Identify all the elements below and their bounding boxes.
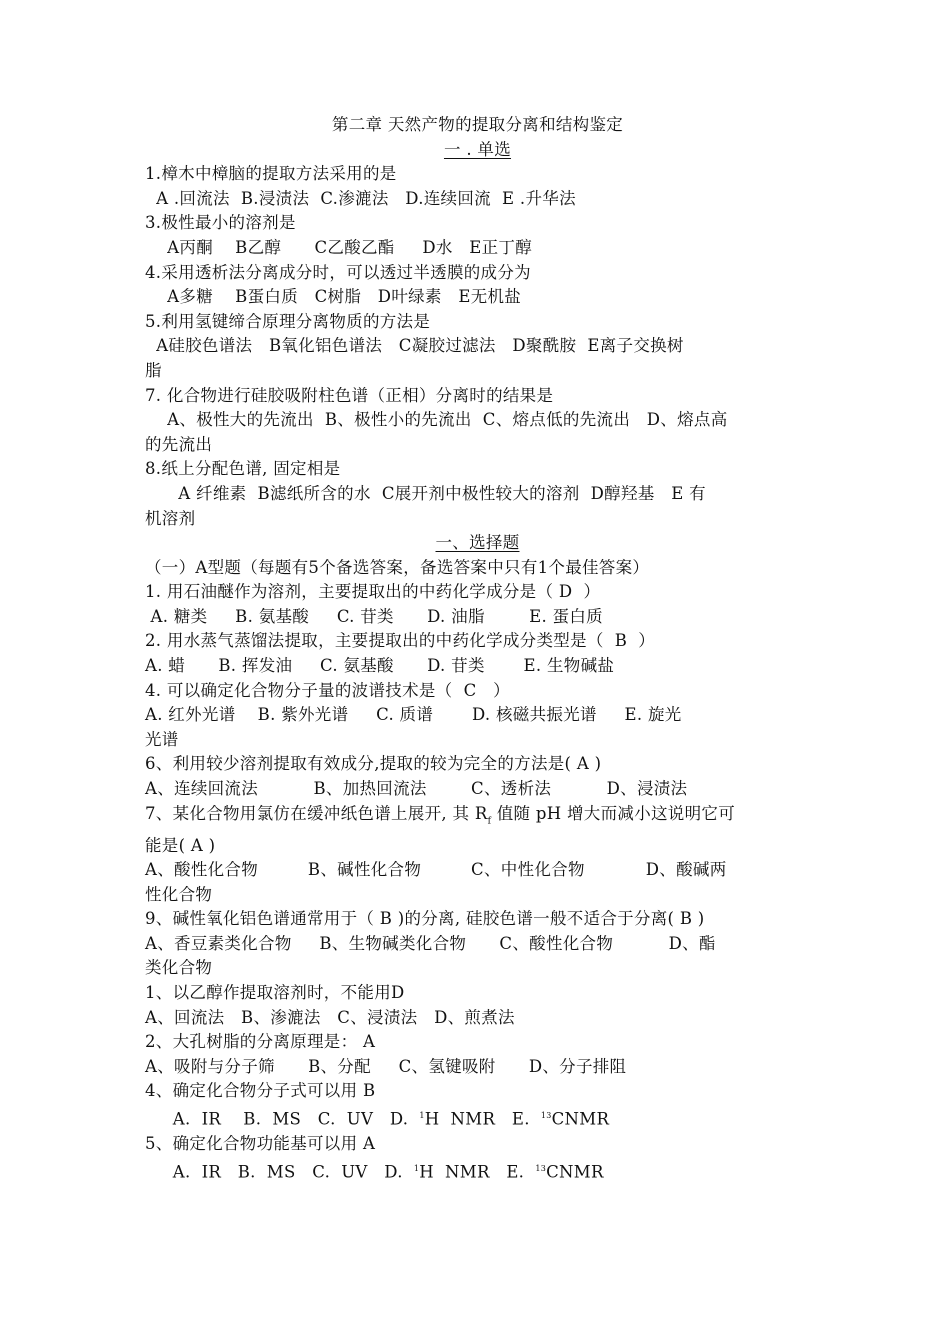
text-line: 性化合物 xyxy=(145,884,213,904)
text-line: 4.采用透析法分离成分时，可以透过半透膜的成分为 xyxy=(145,262,531,282)
chapter-title: 第二章 天然产物的提取分离和结构鉴定 xyxy=(331,115,624,134)
text-line: 8.纸上分配色谱, 固定相是 xyxy=(145,459,341,479)
text-line: A、极性大的先流出 B、极性小的先流出 C、熔点低的先流出 D、熔点高 xyxy=(145,410,728,430)
subscript-f: f xyxy=(487,815,492,826)
text-line: （一）A型题（每题有5个备选答案，备选答案中只有1个最佳答案） xyxy=(145,557,650,577)
text-line: 2. 用水蒸气蒸馏法提取，主要提取出的中药化学成分类型是（ B ） xyxy=(145,631,656,651)
text-line: A、回流法 B、渗漉法 C、浸渍法 D、煎煮法 xyxy=(145,1007,515,1027)
text-line: 7. 化合物进行硅胶吸附柱色谱（正相）分离时的结果是 xyxy=(145,385,554,405)
text-line: 1. 用石油醚作为溶剂，主要提取出的中药化学成分是（ D ） xyxy=(145,582,601,602)
text-line: 6、利用较少溶剂提取有效成分,提取的较为完全的方法是( A ) xyxy=(145,754,602,774)
text-line: A .回流法 B.浸渍法 C.渗漉法 D.连续回流 E .升华法 xyxy=(145,188,576,208)
text-line: 类化合物 xyxy=(145,958,213,978)
text-line: 机溶剂 xyxy=(145,508,196,528)
text-line: A多糖 B蛋白质 C树脂 D叶绿素 E无机盐 xyxy=(145,287,522,307)
section-heading-single-choice: 一 . 单选 xyxy=(443,139,512,159)
text-line: A. 糖类 B. 氨基酸 C. 苷类 D. 油脂 E. 蛋白质 xyxy=(145,606,603,626)
text-line: A、连续回流法 B、加热回流法 C、透析法 D、浸渍法 xyxy=(145,779,688,799)
text-line: 3.极性最小的溶剂是 xyxy=(145,213,296,233)
text-line: 的先流出 xyxy=(145,434,213,454)
text-line: A 纤维素 B滤纸所含的水 C展开剂中极性较大的溶剂 D醇羟基 E 有 xyxy=(145,483,706,503)
text-line: A硅胶色谱法 B氧化铝色谱法 C凝胶过滤法 D聚酰胺 E离子交换树 xyxy=(145,336,684,356)
text-line: 5、确定化合物功能基可以用 A xyxy=(145,1134,376,1154)
text-line: 能是( A ) xyxy=(145,835,216,855)
text-line: A、酸性化合物 B、碱性化合物 C、中性化合物 D、酸碱两 xyxy=(145,860,727,880)
text-line: A. 蜡 B. 挥发油 C. 氨基酸 D. 苷类 E. 生物碱盐 xyxy=(145,656,615,676)
text-line: A丙酮 B乙醇 C乙酸乙酯 D水 E正丁醇 xyxy=(145,237,533,257)
text-line: 1、以乙醇作提取溶剂时，不能用D xyxy=(145,983,405,1003)
text-line: 5.利用氢键缔合原理分离物质的方法是 xyxy=(145,311,431,331)
text-line: 脂 xyxy=(145,360,162,380)
document-body xyxy=(145,113,810,1185)
text-line: A、香豆素类化合物 B、生物碱类化合物 C、酸性化合物 D、酯 xyxy=(145,933,716,953)
text-line: 9、碱性氧化铝色谱通常用于（ B )的分离, 硅胶色谱一般不适合于分离( B ) xyxy=(145,909,705,929)
nmr-options-line-2: A. IR B. MS C. UV D. $^1$H NMR E. $^{13}$CNMR xyxy=(145,1162,604,1182)
nmr-options-line-1: A. IR B. MS C. UV D. $^1$H NMR E. $^{13}$CNMR xyxy=(145,1109,610,1129)
text-line: 4. 可以确定化合物分子量的波谱技术是（ C ） xyxy=(145,680,510,700)
section-heading-choice: 一、选择题 xyxy=(435,533,520,553)
text-line: A、吸附与分子筛 B、分配 C、氢键吸附 D、分子排阻 xyxy=(145,1056,627,1076)
question-7-line: 7、某化合物用氯仿在缓冲纸色谱上展开, 其 $R_f$ 值随 pH 增大而减小这说明它可 xyxy=(145,803,735,826)
text-line: 4、确定化合物分子式可以用 B xyxy=(145,1081,376,1101)
text-line: A. 红外光谱 B. 紫外光谱 C. 质谱 D. 核磁共振光谱 E. 旋光 xyxy=(145,705,682,725)
text-line: 光谱 xyxy=(145,729,179,749)
text-line: 2、大孔树脂的分离原理是： A xyxy=(145,1032,376,1052)
text-line: 1.樟木中樟脑的提取方法采用的是 xyxy=(145,164,397,184)
